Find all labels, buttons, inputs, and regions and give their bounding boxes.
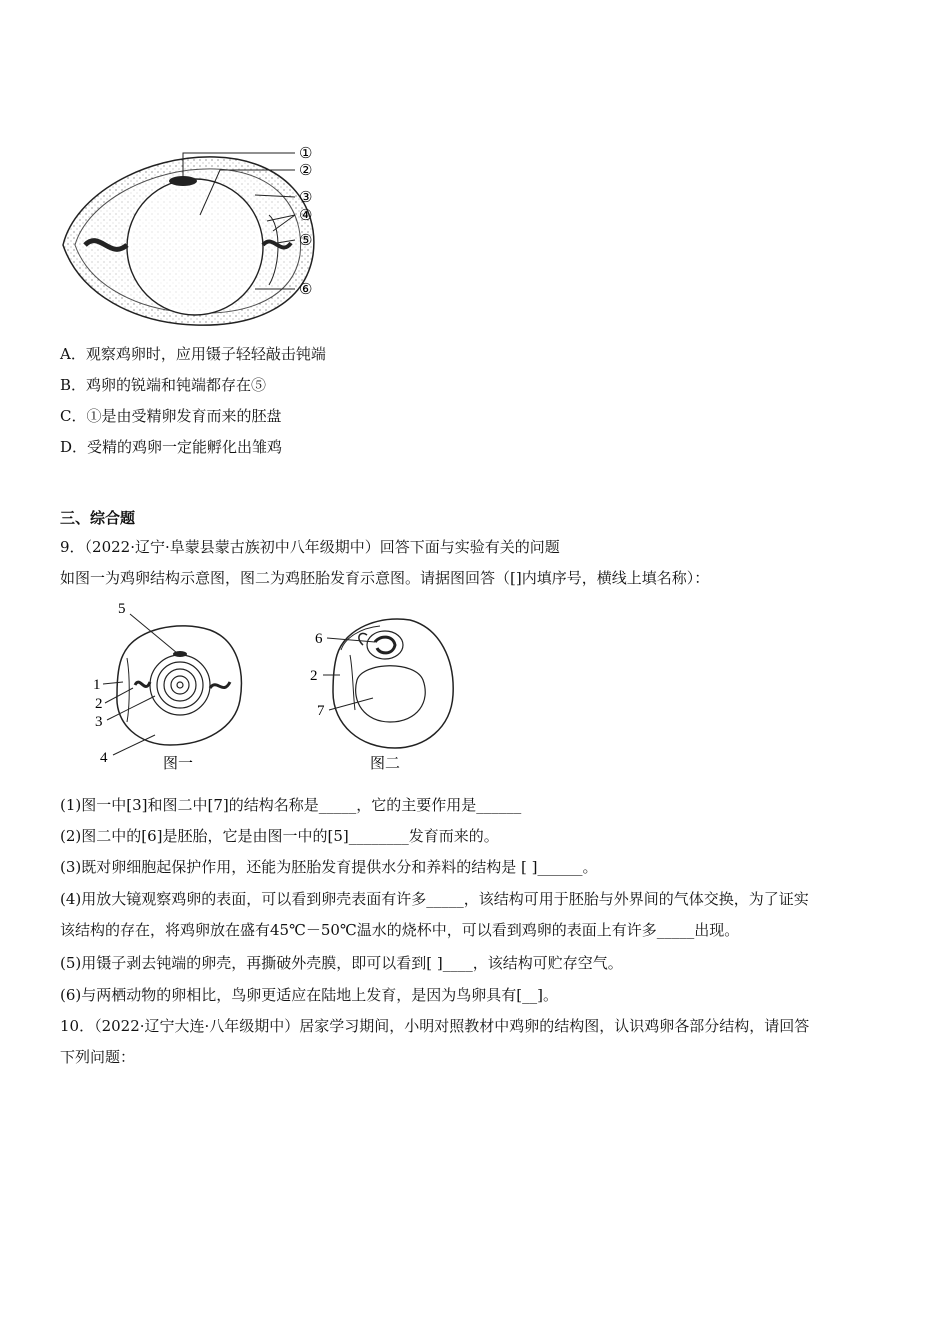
q9-part-5: (5)用镊子剥去钝端的卵壳，再撕破外壳膜，即可以看到[ ]____，该结构可贮存空气。: [60, 954, 623, 972]
egg-diagram-fig1: [85, 600, 255, 775]
fig1-label-3: ③: [299, 190, 313, 206]
fig-a-label-4: 4: [100, 750, 108, 766]
q9-part-4a: (4)用放大镜观察鸡卵的表面，可以看到卵壳表面有许多_____，该结构可用于胚胎与外界间的气体交换，为了证实: [60, 890, 809, 908]
fig-b-caption: 图二: [370, 754, 401, 772]
fig-a-label-5: 5: [118, 601, 126, 617]
egg-structure-figure: [55, 135, 335, 340]
option-b[interactable]: B．鸡卵的锐端和钝端都存在⑤: [60, 376, 267, 394]
option-c[interactable]: C．①是由受精卵发育而来的胚盘: [60, 407, 282, 425]
option-d[interactable]: D．受精的鸡卵一定能孵化出雏鸡: [60, 438, 283, 456]
q9-part-2: (2)图二中的[6]是胚胎，它是由图一中的[5]________发育而来的。: [60, 827, 499, 845]
fig-a-label-3: 3: [95, 714, 103, 730]
option-a[interactable]: A．观察鸡卵时，应用镊子轻轻敲击钝端: [60, 345, 326, 363]
egg-diagram-fig2: [305, 600, 465, 775]
fig-b-label-7: 7: [317, 703, 325, 719]
fig1-label-5: ⑤: [299, 233, 313, 249]
fig1-label-6: ⑥: [299, 282, 313, 298]
q9-part-6: (6)与两栖动物的卵相比，鸟卵更适应在陆地上发育，是因为鸟卵具有[__]。: [60, 986, 558, 1004]
fig1-label-4: ④: [299, 208, 313, 224]
germinal-disc: [169, 176, 197, 186]
q9-intro: 如图一为鸡卵结构示意图，图二为鸡胚胎发育示意图。请据图回答（[]内填序号，横线上填名称）：: [60, 569, 710, 587]
fig-a-label-1: 1: [93, 677, 101, 693]
q10-line-1: 10．（2022·辽宁大连·八年级期中）居家学习期间，小明对照教材中鸡卵的结构图，认识鸡卵各部分结构，请回答: [60, 1017, 810, 1035]
q9-part-3: (3)既对卵细胞起保护作用，还能为胚胎发育提供水分和养料的结构是 [ ]______。: [60, 858, 598, 876]
fig-a-label-2: 2: [95, 696, 103, 712]
fig-b-label-6: 6: [315, 631, 323, 647]
q9-stem: 9．（2022·辽宁·阜蒙县蒙古族初中八年级期中）回答下面与实验有关的问题: [60, 538, 560, 556]
q10-line-2: 下列问题：: [60, 1048, 136, 1066]
q9-part-4b: 该结构的存在，将鸡卵放在盛有45℃－50℃温水的烧杯中，可以看到鸡卵的表面上有许多_____出现。: [60, 921, 740, 939]
fig-b-label-2: 2: [310, 668, 318, 684]
q9-part-1: (1)图一中[3]和图二中[7]的结构名称是_____，它的主要作用是______: [60, 796, 522, 814]
section-title: 三、综合题: [60, 509, 136, 527]
fig1-label-2: ②: [299, 163, 313, 179]
fig-a-caption: 图一: [163, 754, 194, 772]
fig1-label-1: ①: [299, 146, 313, 162]
